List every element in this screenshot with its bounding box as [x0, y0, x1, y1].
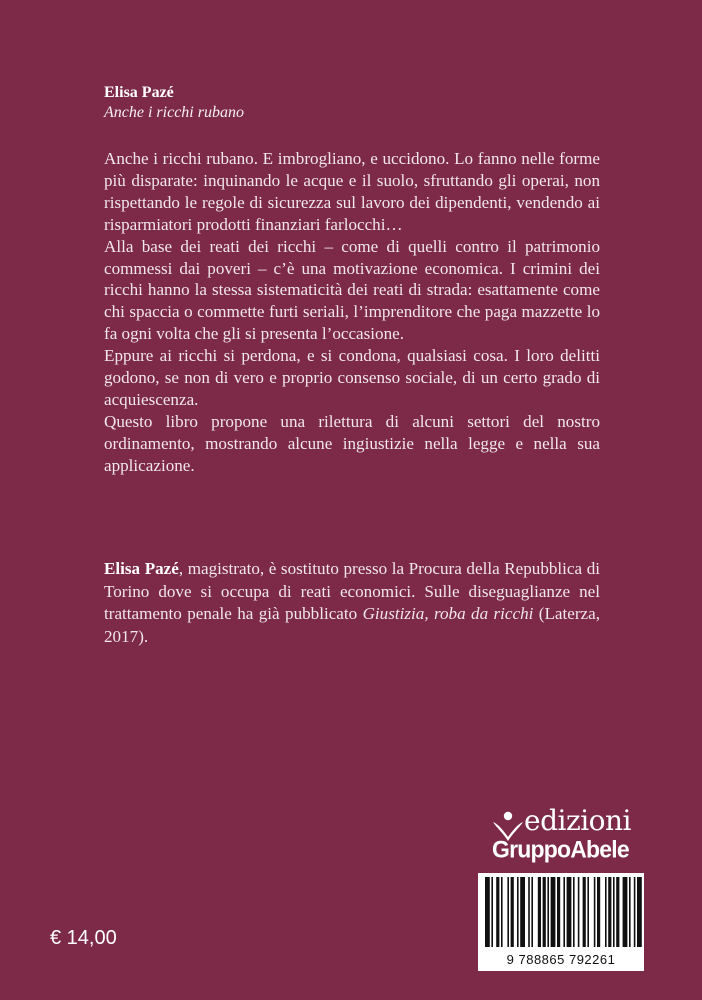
bio-text-end: (Laterza, 2017). — [104, 604, 600, 646]
author-bio — [104, 558, 600, 648]
book-title: Anche i ricchi rubano — [104, 104, 244, 121]
publisher-logo — [492, 806, 662, 864]
author-name: Elisa Pazé — [104, 84, 174, 101]
blurb-paragraph: Anche i ricchi rubano. E imbrogliano, e uccidono. Lo fanno nelle forme più disparate: inquinando le acque e il suolo, sfruttando gli operai, non rispettando le regole di sicurezza sul lavoro dei dipendenti, vendendo ai risparmiatori prodotti finanziari farlocchi… — [104, 149, 600, 234]
publisher-name-line1: edizioni — [524, 804, 632, 837]
blurb-paragraph: Questo libro propone una rilettura di alcuni settori del nostro ordinamento, mostrando alcune ingiustizie nella legge e nella sua applicazione. — [104, 411, 600, 475]
blurb — [104, 148, 600, 477]
blurb-paragraph: Alla base dei reati dei ricchi – come di quelli contro il patrimonio commessi dai poveri – c’è una motivazione economica. I crimini dei ricchi hanno la stessa sistematicità dei reati di strada: esattamente come chi spaccia o commette furti seriali, l’imprenditore che paga mazzette lo fa ogni volta che gli si presenta l’occasione. — [104, 236, 600, 344]
blurb-paragraph: Eppure ai ricchi si perdona, e si condona, qualsiasi cosa. I loro delitti godono, se non di vero e proprio consenso sociale, di un certo grado di acquiescenza. — [104, 346, 600, 409]
isbn-barcode — [478, 873, 644, 971]
bio-author-name: Elisa Pazé — [104, 559, 179, 578]
isbn-number: 9 788865 792261 — [506, 952, 616, 967]
bio-book-title: Giustizia, roba da ricchi — [362, 604, 534, 623]
publisher-name-line2: GruppoAbele — [492, 835, 629, 863]
bio-text: , magistrato, è sostituto presso la Procura della Repubblica di Torino dove si occupa di reati economici. Sulle diseguaglianze nel trattamento penale ha già pubblicato — [104, 559, 600, 623]
price: € 14,00 — [50, 927, 117, 949]
